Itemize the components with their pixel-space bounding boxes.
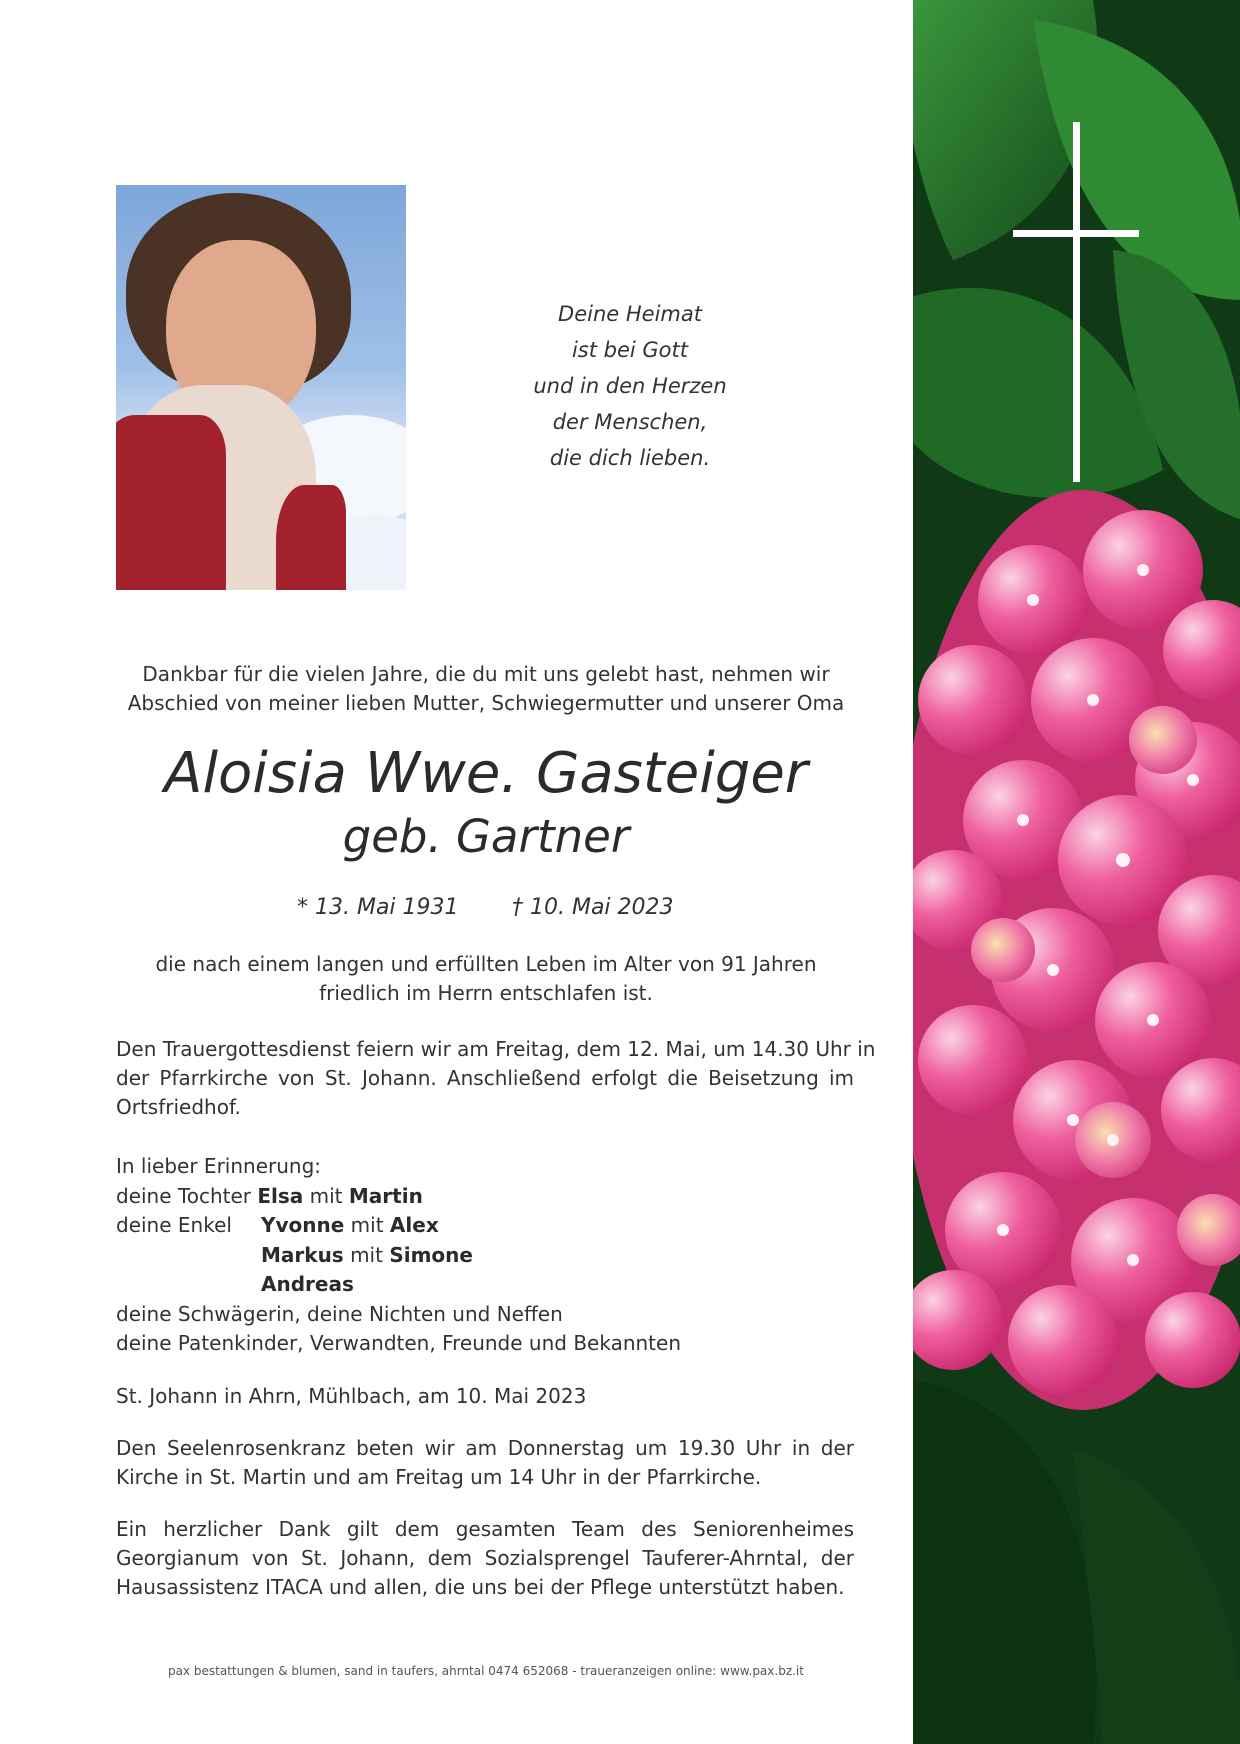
- grandchild-partner-name: Simone: [389, 1242, 473, 1267]
- rosary-text: [116, 1434, 854, 1492]
- with-word: mit: [350, 1213, 384, 1237]
- maiden-name: geb. Gartner: [342, 810, 630, 863]
- passed-line: die nach einem langen und erfüllten Leben im Alter von 91 Jahren: [155, 952, 817, 976]
- portrait-photo: [116, 185, 406, 590]
- grandchild-partner-name: Alex: [389, 1213, 439, 1237]
- thanks-line: Georgianum von St. Johann, dem Sozialsprengel Tauferer-Ahrntal, der: [116, 1546, 854, 1570]
- daughter-name: Elsa: [257, 1183, 304, 1208]
- place-date: [116, 1382, 854, 1411]
- mourners-heading: In lieber Erinnerung:: [116, 1154, 322, 1178]
- memorial-poem: [480, 296, 780, 476]
- grandchild-name: Markus: [261, 1242, 344, 1267]
- with-word: mit: [309, 1183, 343, 1208]
- passed-line: friedlich im Herrn entschlafen ist.: [319, 981, 653, 1005]
- intro-text: [116, 660, 856, 718]
- thanks-text: [116, 1515, 854, 1602]
- poem-line: der Menschen,: [552, 410, 708, 434]
- mourner-row: [116, 1241, 856, 1271]
- thanks-line: Hausassistenz ITACA und allen, die uns bei der Pflege unterstützt haben.: [116, 1575, 845, 1599]
- mourner-row: [116, 1270, 856, 1300]
- funeral-line: der Pfarrkirche von St. Johann. Anschließend erfolgt die Beisetzung im: [116, 1066, 854, 1090]
- intro-line: Abschied von meiner lieben Mutter, Schwiegermutter und unserer Oma: [127, 691, 845, 715]
- poem-line: ist bei Gott: [571, 338, 689, 362]
- death-date: † 10. Mai 2023: [512, 895, 674, 920]
- daughter-label: deine Tochter: [116, 1183, 251, 1208]
- birth-date: * 13. Mai 1931: [297, 895, 459, 920]
- mourner-row: [116, 1182, 856, 1212]
- intro-line: Dankbar für die vielen Jahre, die du mit uns gelebt hast, nehmen wir: [142, 662, 830, 686]
- funeral-text: [116, 1035, 876, 1122]
- funeral-line: Ortsfriedhof.: [116, 1095, 241, 1119]
- passed-text: [116, 950, 856, 1008]
- with-word: mit: [350, 1242, 383, 1267]
- decorative-flower-panel: [913, 0, 1240, 1744]
- photo-vest: [276, 485, 346, 590]
- footer-imprint: pax bestattungen & blumen, sand in taufers, ahrntal 0474 652068 - traueranzeigen online: www.pax.bz.it: [168, 1664, 804, 1678]
- mourner-row: [116, 1211, 856, 1241]
- mourner-row: [116, 1300, 856, 1330]
- grandchild-entry: [261, 1241, 473, 1271]
- poem-line: Deine Heimat: [558, 302, 702, 326]
- mourner-relation: [116, 1182, 423, 1212]
- mourners-list: [116, 1152, 856, 1359]
- poem-line: und in den Herzen: [533, 374, 727, 398]
- photo-vest: [116, 415, 226, 590]
- flower-panel-graphic: [913, 0, 1240, 1744]
- grandchild-entry: [261, 1270, 354, 1300]
- grandchildren-label: deine Enkel: [116, 1213, 232, 1237]
- deceased-name: Aloisia Wwe. Gasteiger: [164, 741, 808, 806]
- rosary-line: Kirche in St. Martin und am Freitag um 14 Uhr in der Pfarrkirche.: [116, 1465, 762, 1489]
- others-line: deine Patenkinder, Verwandten, Freunde und Bekannten: [116, 1331, 681, 1355]
- relatives-line: deine Schwägerin, deine Nichten und Neffen: [116, 1301, 563, 1326]
- grandchild-entry: [261, 1211, 439, 1241]
- mourner-row: [116, 1329, 856, 1359]
- hydrangea-cluster: [913, 490, 1240, 1410]
- rosary-line: Den Seelenrosenkranz beten wir am Donnerstag um 19.30 Uhr in der: [116, 1436, 854, 1460]
- funeral-line: Den Trauergottesdienst feiern wir am Freitag, dem 12. Mai, um 14.30 Uhr in: [116, 1037, 876, 1061]
- poem-line: die dich lieben.: [549, 446, 711, 470]
- thanks-line: Ein herzlicher Dank gilt dem gesamten Team des Seniorenheimes: [116, 1517, 854, 1541]
- grandchild-name: Andreas: [261, 1272, 354, 1296]
- place-date-line: St. Johann in Ahrn, Mühlbach, am 10. Mai 2023: [116, 1384, 587, 1408]
- grandchild-name: Yvonne: [261, 1213, 345, 1237]
- daughter-partner-name: Martin: [348, 1183, 423, 1208]
- mourners-heading-row: [116, 1152, 856, 1182]
